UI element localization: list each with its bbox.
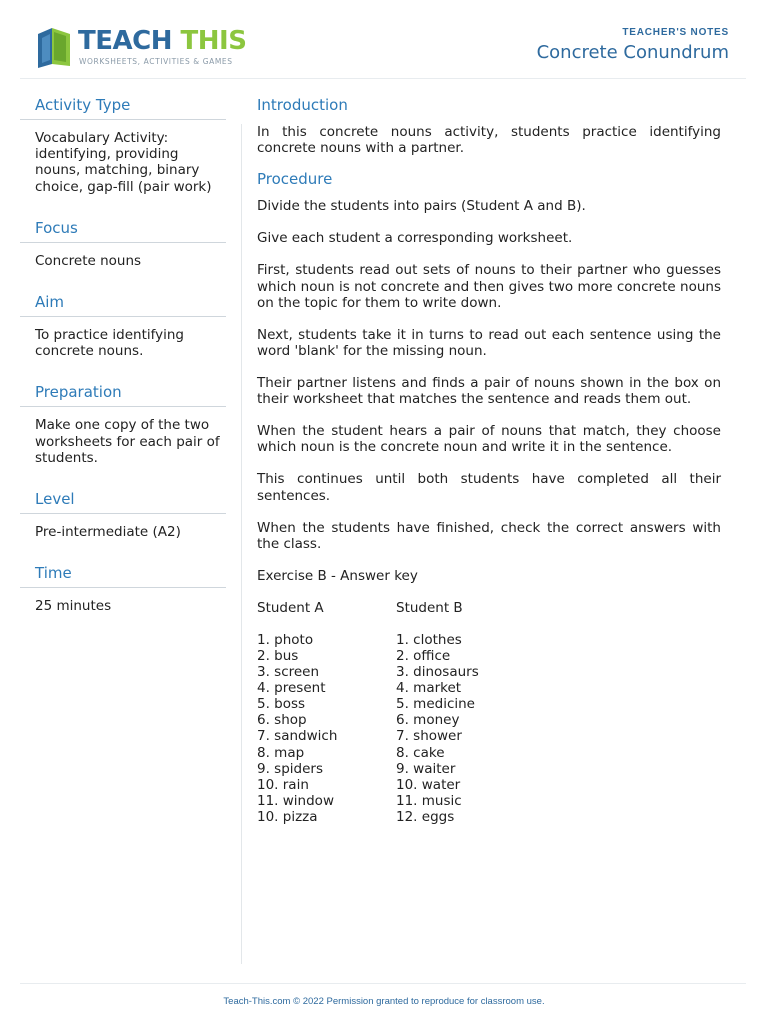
teachers-notes-label: TEACHER'S NOTES [622,27,729,38]
answer-item: 9. waiter [396,760,456,777]
answer-item: 11. window [257,792,334,809]
answer-item: 10. water [396,776,461,793]
answer-item: 12. eggs [396,808,455,825]
answer-item: 5. boss [257,696,306,713]
answer-item: 4. present [257,680,326,697]
procedure-step: Their partner listens and finds a pair of nouns shown in the box on their worksheet that matches the sentence and reads them out. [257,375,721,408]
student-a-column [257,600,396,825]
sidebar-text: Vocabulary Activity: identifying, providing nouns, matching, binary choice, gap-fill (pair work) [35,130,212,195]
footer-copyright[interactable]: Teach-This.com © 2022 Permission granted to reproduce for classroom use. [223,996,545,1007]
introduction-text: In this concrete nouns activity, students practice identifying concrete nouns with a partner. [257,124,721,157]
sidebar-text: Pre-intermediate (A2) [35,524,181,541]
procedure-step: This continues until both students have completed all their sentences. [257,471,721,504]
student-b-heading: Student B [396,599,463,616]
procedure-step: Divide the students into pairs (Student A and B). [257,198,586,215]
procedure-heading: Procedure [257,170,333,189]
page-header [20,0,746,79]
procedure-step: Next, students take it in turns to read out each sentence using the word 'blank' for the missing noun. [257,326,721,360]
answer-item: 7. shower [396,728,462,745]
answer-item: 8. map [257,744,305,761]
teach-this-logo[interactable] [36,22,246,72]
main-content [257,94,721,825]
answer-item: 10. rain [257,776,309,793]
sidebar-heading: Level [20,488,226,514]
student-a-heading: Student A [257,599,324,616]
procedure-step: When the students have finished, check the correct answers with the class. [257,519,721,552]
sidebar-section-activity-type [20,94,226,195]
sidebar-heading: Focus [20,217,226,243]
answer-item: 6. money [396,712,460,729]
sidebar [20,94,226,636]
sidebar-heading: Time [20,562,226,588]
answer-item: 3. dinosaurs [396,664,479,681]
answer-item: 5. medicine [396,696,475,713]
student-b-column [396,600,596,825]
procedure-step: Give each student a corresponding worksheet. [257,230,573,247]
sidebar-heading: Activity Type [20,94,226,120]
logo-wordmark: TEACH THIS [78,26,247,56]
sidebar-section-preparation [20,381,226,466]
sidebar-section-aim [20,291,226,359]
answer-item: 10. pizza [257,808,318,825]
logo-tagline: WORKSHEETS, ACTIVITIES & GAMES [79,57,233,66]
answer-item: 9. spiders [257,760,323,777]
sidebar-section-focus [20,217,226,269]
answer-key-title: Exercise B - Answer key [257,567,418,584]
footer-divider [20,983,746,984]
page-title: Concrete Conundrum [536,42,729,63]
answer-item: 3. screen [257,664,320,681]
answer-item: 2. office [396,648,451,665]
header-titles [537,27,729,63]
answer-item: 1. clothes [396,631,462,648]
introduction-heading: Introduction [257,96,348,114]
sidebar-text: Concrete nouns [35,252,142,269]
answer-item: 2. bus [257,648,299,665]
answer-item: 11. music [396,792,462,809]
answer-item: 4. market [396,680,462,697]
sidebar-text: 25 minutes [35,598,112,615]
sidebar-heading: Preparation [20,381,226,407]
procedure-step: First, students read out sets of nouns to their partner who guesses which noun is not concrete and then gives two more concrete nouns on the topic for them to write down. [257,262,721,311]
answer-item: 1. photo [257,631,314,648]
sidebar-heading: Aim [20,291,226,317]
answer-item: 8. cake [396,744,445,761]
answer-item: 7. sandwich [257,728,338,745]
procedure-step: When the student hears a pair of nouns that match, they choose which noun is the concrete noun and write it in the sentence. [257,423,721,456]
answer-item: 6. shop [257,712,307,729]
column-divider [241,124,242,964]
sidebar-section-level [20,488,226,540]
book-icon [36,24,74,68]
sidebar-text: Make one copy of the two worksheets for each pair of students. [35,417,220,466]
sidebar-section-time [20,562,226,614]
sidebar-text: To practice identifying concrete nouns. [35,327,184,360]
